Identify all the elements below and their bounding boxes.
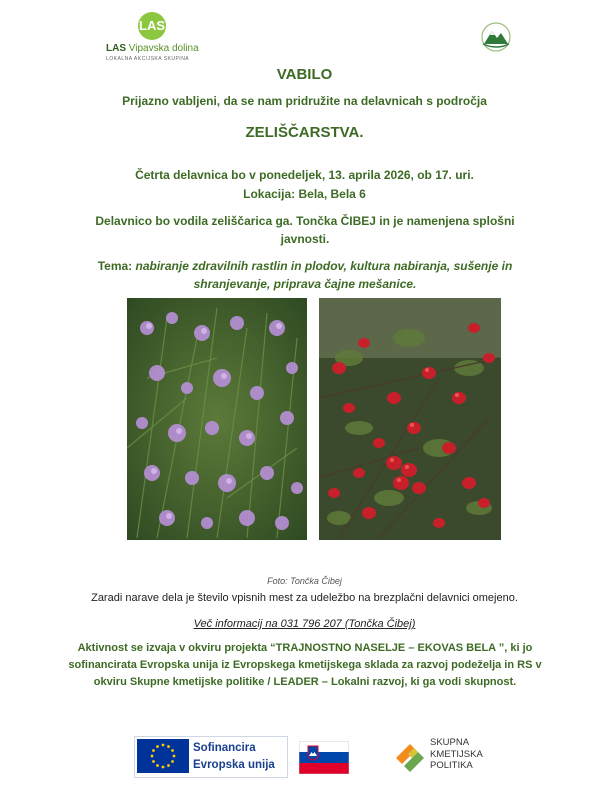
ekovas-mountain-logo-icon [479,20,513,60]
las-logo-tagline: LOKALNA AKCIJSKA SKUPINA [106,56,190,62]
eu-text-line2: Evropska unija [193,759,275,771]
topic-label: Tema: [97,259,133,273]
workshop-subject: ZELIŠČARSTVA. [245,124,364,141]
las-logo-name: LAS Vipavska dolina [106,43,199,54]
skp-text-line3: POLITIKA [430,760,473,771]
eu-star [151,755,154,758]
skp-text-line1: SKUPNA [430,737,470,748]
eu-star [156,764,159,767]
las-vipavska-dolina-logo [106,12,206,62]
eu-star [162,744,165,747]
topic-text: nabiranje zdravilnih rastlin in plodov, kultura nabiranja, sušenje in shranjevanje, priprava čajne mešanice. [135,259,513,291]
skp-text-line2: KMETIJSKA [430,748,483,760]
eu-star [156,745,159,748]
eu-star [173,755,176,758]
eu-star [152,749,155,752]
eu-cofinancing-text [193,740,275,774]
photo-credit: Foto: Tončka Čibej [267,576,342,586]
eu-star [171,749,174,752]
workshop-date: Četrta delavnica bo v ponedeljek, 13. aprila 2026, ob 17. uri. [135,168,474,182]
invitation-text: Prijazno vabljeni, da se nam pridružite na delavnicah s področja [122,94,487,108]
workshop-topic [85,257,525,293]
funding-statement: Aktivnost se izvaja v okviru projekta “TRAJNOSTNO NASELJE – EKOVAS BELA ”, ki jo sofinancirata Evropska unija iz Evropskega kmetijskega sklada za razvoj podeželja in RS v okviru Skupne kmetijske politike / LEADER – Lokalni razvoj, ki ga vodi skupnost. [68,642,542,688]
eu-star [171,760,174,763]
invitation-title: VABILO [276,66,333,83]
contact-info: Več informacij na 031 796 207 (Tončka Čibej) [193,618,416,630]
rose-hips-photo [319,298,501,540]
workshop-location: Lokacija: Bela, Bela 6 [243,187,366,201]
thyme-flowers-photo [127,298,307,540]
eu-star [162,766,165,769]
skupna-kmetijska-politika-logo-icon [394,738,428,772]
slovenia-flag-icon [299,741,349,774]
eu-star [152,760,155,763]
las-logo-mark: LAS [138,12,166,40]
workshop-host: Delavnico bo vodila zeliščarica ga. Tončka ČIBEJ in je namenjena splošni javnosti. [95,214,515,246]
skupna-kmetijska-politika-text [430,737,483,772]
eu-star [167,764,170,767]
capacity-notice: Zaradi narave dela je število vpisnih mest za udeležbo na brezplačni delavnici omejeno. [91,592,518,604]
eu-flag-icon [137,739,189,773]
eu-star [167,745,170,748]
eu-text-line1: Sofinancira [193,742,256,754]
